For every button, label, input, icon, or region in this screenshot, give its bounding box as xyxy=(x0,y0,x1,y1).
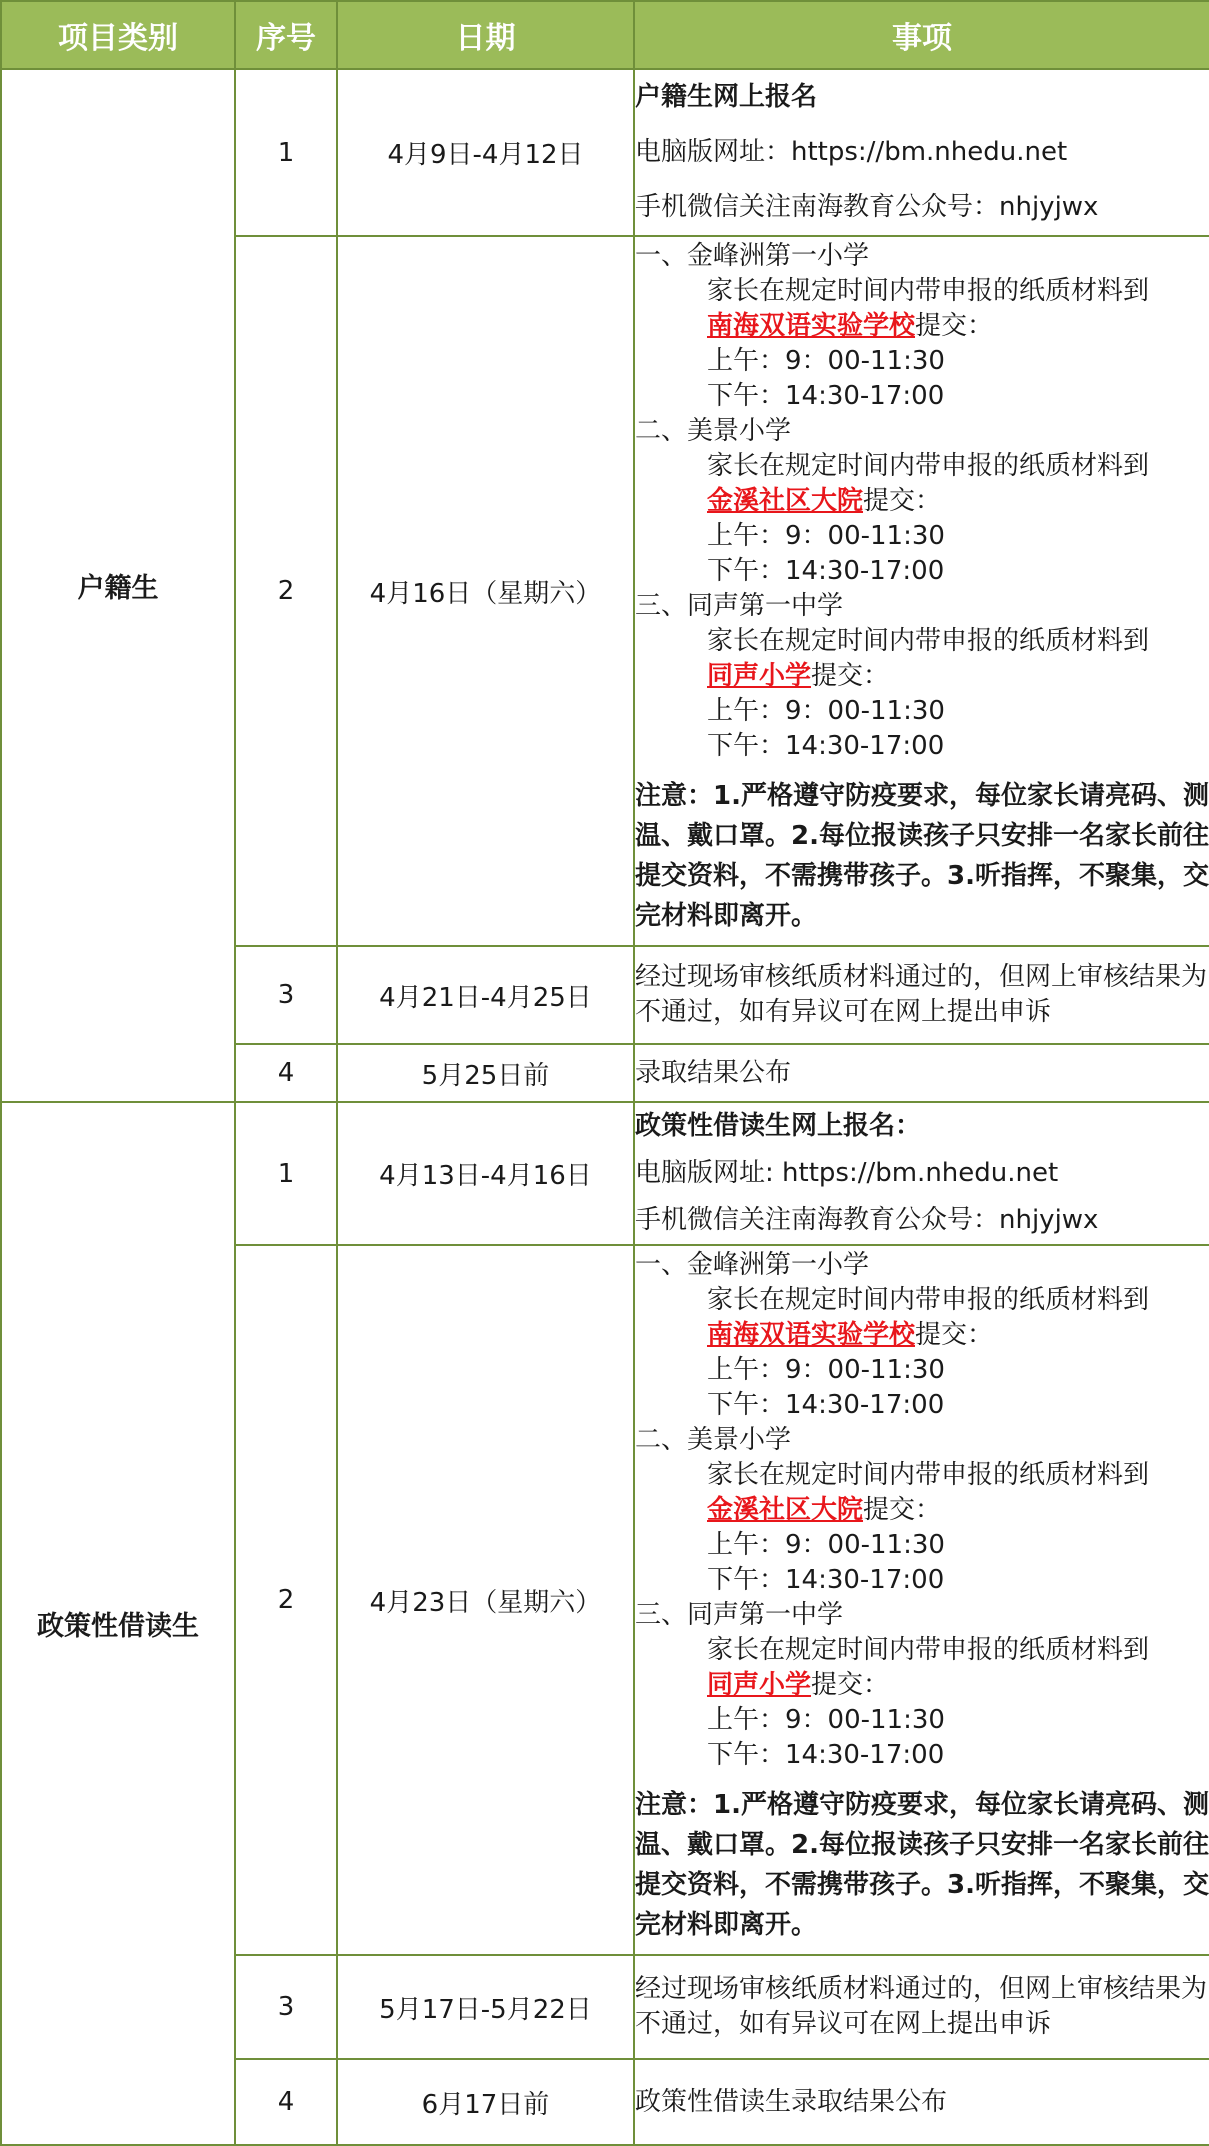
school-block xyxy=(635,1423,1209,1598)
category-cell: 户籍生 xyxy=(1,69,235,1102)
header-date: 日期 xyxy=(337,1,634,69)
header-seq: 序号 xyxy=(235,1,337,69)
submission-location: 同声小学 xyxy=(707,1669,812,1700)
submission-location: 金溪社区大院 xyxy=(707,485,864,516)
date-cell: 5月25日前 xyxy=(337,1044,634,1102)
morning-hours: 上午：9：00-11:30 xyxy=(707,1704,945,1735)
submission-location: 南海双语实验学校 xyxy=(707,1319,916,1350)
date-cell: 4月21日-4月25日 xyxy=(337,946,634,1044)
school-name: 二、美景小学 xyxy=(635,415,792,446)
morning-hours: 上午：9：00-11:30 xyxy=(707,1529,945,1560)
item-cell xyxy=(634,236,1209,946)
submission-instruction: 家长在规定时间内带申报的纸质材料到 xyxy=(707,1284,1150,1315)
website-text: 电脑版网址：https://bm.nhedu.net xyxy=(635,137,1068,167)
submission-location-line xyxy=(635,1318,1209,1353)
school-name: 三、同声第一中学 xyxy=(635,590,844,621)
morning-hours: 上午：9：00-11:30 xyxy=(707,1354,945,1385)
seq-cell: 1 xyxy=(235,1102,337,1245)
registration-title: 政策性借读生网上报名： xyxy=(635,1111,922,1141)
header-row xyxy=(1,1,1209,69)
submission-instruction: 家长在规定时间内带申报的纸质材料到 xyxy=(707,275,1150,306)
school-name: 三、同声第一中学 xyxy=(635,1599,844,1630)
item-cell xyxy=(634,1245,1209,1955)
school-name: 二、美景小学 xyxy=(635,1424,792,1455)
afternoon-hours: 下午：14:30-17:00 xyxy=(707,1389,945,1420)
date-cell: 5月17日-5月22日 xyxy=(337,1955,634,2059)
school-block xyxy=(635,414,1209,589)
item-cell xyxy=(634,946,1209,1044)
school-block xyxy=(635,239,1209,414)
submit-suffix: 提交： xyxy=(863,485,942,516)
epidemic-notice: 注意：1.严格遵守防疫要求，每位家长请亮码、测温、戴口罩。2.每位报读孩子只安排一名家长前往提交资料，不需携带孩子。3.听指挥，不聚集，交完材料即离开。 xyxy=(635,780,1209,931)
afternoon-hours: 下午：14:30-17:00 xyxy=(707,380,945,411)
seq-cell: 3 xyxy=(235,1955,337,2059)
afternoon-hours: 下午：14:30-17:00 xyxy=(707,1739,945,1770)
seq-cell: 2 xyxy=(235,236,337,946)
submit-suffix: 提交： xyxy=(863,1494,942,1525)
epidemic-notice: 注意：1.严格遵守防疫要求，每位家长请亮码、测温、戴口罩。2.每位报读孩子只安排一名家长前往提交资料，不需携带孩子。3.听指挥，不聚集，交完材料即离开。 xyxy=(635,1789,1209,1940)
item-cell xyxy=(634,1955,1209,2059)
morning-hours: 上午：9：00-11:30 xyxy=(707,695,945,726)
table-row xyxy=(1,69,1209,236)
school-name: 一、金峰洲第一小学 xyxy=(635,240,870,271)
submit-suffix: 提交： xyxy=(915,1319,994,1350)
school-block xyxy=(635,1598,1209,1773)
morning-hours: 上午：9：00-11:30 xyxy=(707,520,945,551)
date-cell: 6月17日前 xyxy=(337,2059,634,2145)
date-cell: 4月16日（星期六） xyxy=(337,236,634,946)
wechat-text: 手机微信关注南海教育公众号：nhjyjwx xyxy=(635,192,1099,222)
submission-location-line xyxy=(635,659,1209,694)
website-text: 电脑版网址: https://bm.nhedu.net xyxy=(635,1158,1059,1188)
seq-cell: 4 xyxy=(235,1044,337,1102)
seq-cell: 4 xyxy=(235,2059,337,2145)
morning-hours: 上午：9：00-11:30 xyxy=(707,345,945,376)
afternoon-hours: 下午：14:30-17:00 xyxy=(707,730,945,761)
afternoon-hours: 下午：14:30-17:00 xyxy=(707,1564,945,1595)
wechat-text: 手机微信关注南海教育公众号：nhjyjwx xyxy=(635,1205,1099,1235)
submission-location-line xyxy=(635,1493,1209,1528)
date-cell: 4月13日-4月16日 xyxy=(337,1102,634,1245)
submission-location: 金溪社区大院 xyxy=(707,1494,864,1525)
seq-cell: 2 xyxy=(235,1245,337,1955)
submission-instruction: 家长在规定时间内带申报的纸质材料到 xyxy=(707,1459,1150,1490)
category-cell: 政策性借读生 xyxy=(1,1102,235,2145)
submission-location-line xyxy=(635,484,1209,519)
header-item: 事项 xyxy=(634,1,1209,69)
appeal-text: 经过现场审核纸质材料通过的，但网上审核结果为不通过，如有异议可在网上提出申诉 xyxy=(635,1974,1208,2039)
table-row xyxy=(1,1102,1209,1245)
submission-location-line xyxy=(635,309,1209,344)
school-block xyxy=(635,1248,1209,1423)
header-category: 项目类别 xyxy=(1,1,235,69)
item-cell xyxy=(634,69,1209,236)
submit-suffix: 提交： xyxy=(811,1669,890,1700)
result-text: 政策性借读生录取结果公布 xyxy=(635,2086,948,2117)
submission-location: 同声小学 xyxy=(707,660,812,691)
item-cell xyxy=(634,1044,1209,1102)
submission-location: 南海双语实验学校 xyxy=(707,310,916,341)
item-cell xyxy=(634,2059,1209,2145)
date-cell: 4月9日-4月12日 xyxy=(337,69,634,236)
result-text: 录取结果公布 xyxy=(635,1057,792,1088)
submission-instruction: 家长在规定时间内带申报的纸质材料到 xyxy=(707,1634,1150,1665)
item-cell xyxy=(634,1102,1209,1245)
submit-suffix: 提交： xyxy=(811,660,890,691)
registration-title: 户籍生网上报名 xyxy=(635,82,818,112)
afternoon-hours: 下午：14:30-17:00 xyxy=(707,555,945,586)
school-name: 一、金峰洲第一小学 xyxy=(635,1249,870,1280)
submit-suffix: 提交： xyxy=(915,310,994,341)
date-cell: 4月23日（星期六） xyxy=(337,1245,634,1955)
appeal-text: 经过现场审核纸质材料通过的，但网上审核结果为不通过，如有异议可在网上提出申诉 xyxy=(635,962,1208,1027)
submission-instruction: 家长在规定时间内带申报的纸质材料到 xyxy=(707,625,1150,656)
school-block xyxy=(635,589,1209,764)
seq-cell: 3 xyxy=(235,946,337,1044)
submission-location-line xyxy=(635,1668,1209,1703)
seq-cell: 1 xyxy=(235,69,337,236)
submission-instruction: 家长在规定时间内带申报的纸质材料到 xyxy=(707,450,1150,481)
